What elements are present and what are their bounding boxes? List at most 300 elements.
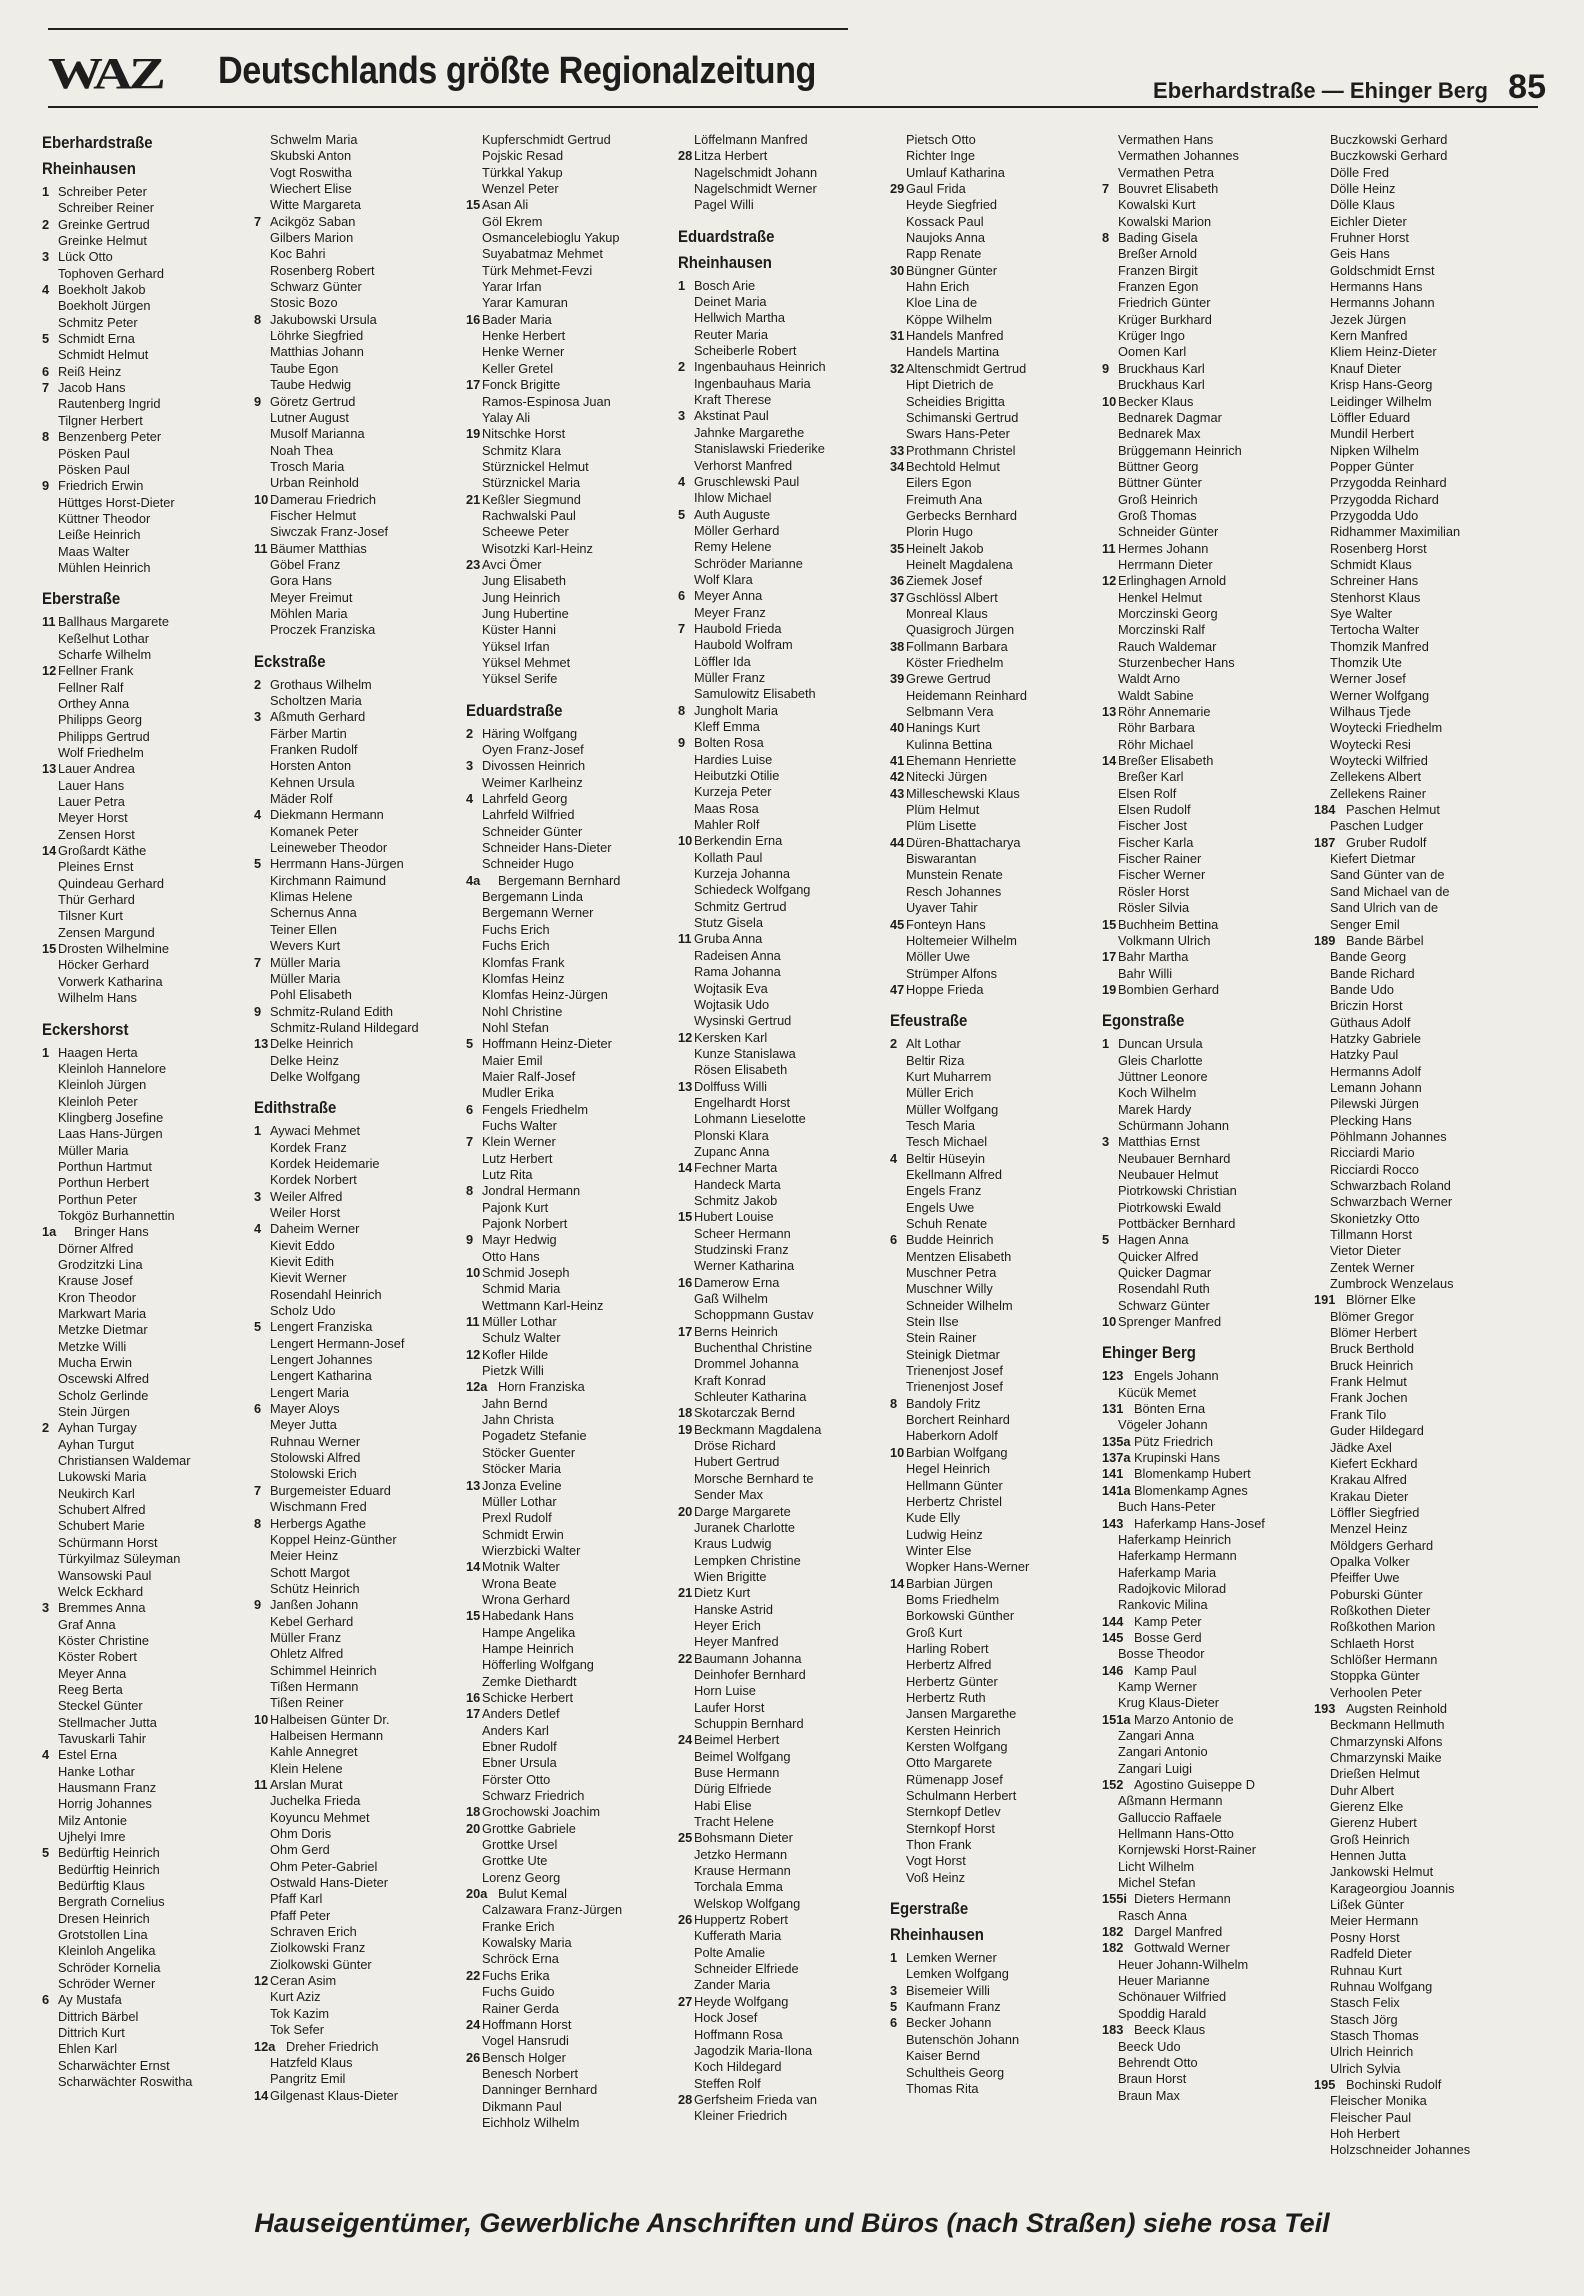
- resident-name: Schreiber Peter: [58, 184, 147, 199]
- list-item: [890, 704, 1108, 720]
- resident-name: Hermes Johann: [1118, 540, 1209, 556]
- house-number: [254, 1695, 268, 1711]
- house-number: [1102, 2006, 1116, 2022]
- resident-name: Maas Rosa: [694, 800, 759, 816]
- house-number: [254, 328, 268, 344]
- list-item: [42, 1682, 260, 1698]
- resident-name: Pfeiffer Uwe: [1330, 1570, 1400, 1586]
- list-item: [42, 1453, 260, 1469]
- house-number: [42, 876, 56, 892]
- resident-name: Mayer Aloys: [270, 1401, 340, 1417]
- resident-name: Markwart Maria: [58, 1306, 147, 1321]
- resident-name: Kornjewski Horst-Rainer: [1118, 1842, 1256, 1858]
- list-item: [678, 507, 896, 523]
- resident-name: Mühlen Heinrich: [58, 559, 151, 575]
- list-item: [42, 1420, 260, 1436]
- house-number: [254, 590, 268, 606]
- house-number: [890, 148, 904, 164]
- resident-name: Beckmann Magdalena: [694, 1421, 822, 1437]
- list-item: [890, 720, 1108, 736]
- house-number: [890, 1478, 904, 1494]
- list-item: [1314, 377, 1532, 393]
- list-item: [466, 1053, 684, 1069]
- list-item: [890, 1706, 1108, 1722]
- list-item: [1102, 426, 1320, 442]
- resident-name: Gaß Wilhelm: [694, 1291, 768, 1307]
- house-number: [254, 279, 268, 295]
- house-number: [1314, 1064, 1328, 1080]
- resident-name: Kowalski Kurt: [1118, 197, 1196, 213]
- list-item: [254, 590, 472, 606]
- resident-name: Grodzitzki Lina: [58, 1256, 143, 1272]
- list-item: [1102, 1810, 1320, 1826]
- house-number: [1314, 573, 1328, 589]
- list-item: [890, 443, 1108, 459]
- list-item: [890, 1281, 1108, 1297]
- house-number: [1102, 148, 1116, 164]
- house-number: [890, 622, 904, 638]
- resident-name: Ehemann Henriette: [906, 753, 1017, 769]
- house-number: 10: [254, 1711, 269, 1727]
- house-number: [254, 726, 268, 742]
- list-item: [42, 184, 260, 200]
- resident-name: Borchert Reinhard: [906, 1412, 1010, 1428]
- list-item: [42, 1224, 260, 1240]
- list-item: [678, 2043, 896, 2059]
- house-number: [466, 1461, 480, 1477]
- list-item: [1314, 590, 1532, 606]
- house-number: 18: [466, 1804, 481, 1820]
- resident-name: Lohmann Lieselotte: [694, 1111, 806, 1127]
- house-number: [678, 1111, 692, 1127]
- house-number: 195: [1314, 2076, 1336, 2092]
- house-number: [254, 622, 268, 638]
- resident-name: Schimanski Gertrud: [906, 409, 1019, 425]
- list-item: [254, 971, 472, 987]
- list-item: [254, 938, 472, 954]
- resident-name: Beckmann Hellmuth: [1330, 1717, 1445, 1733]
- list-item: [890, 1576, 1108, 1592]
- list-item: [890, 148, 1108, 164]
- house-number: [1102, 1216, 1116, 1232]
- resident-name: Steffen Rolf: [694, 2075, 761, 2091]
- house-number: 9: [254, 393, 262, 409]
- house-number: [890, 1428, 904, 1444]
- list-item: [466, 1625, 684, 1641]
- list-item: [42, 495, 260, 511]
- house-number: [890, 132, 904, 148]
- resident-name: Sender Max: [694, 1487, 763, 1503]
- list-item: [466, 1723, 684, 1739]
- house-number: [466, 622, 480, 638]
- house-number: [678, 425, 692, 441]
- list-item: [1102, 148, 1320, 164]
- resident-name: Tißen Reiner: [270, 1695, 344, 1711]
- list-item: [1314, 2012, 1532, 2028]
- house-number: [254, 1450, 268, 1466]
- list-item: [1102, 606, 1320, 622]
- list-item: [890, 1821, 1108, 1837]
- list-item: [254, 1417, 472, 1433]
- house-number: [1314, 1113, 1328, 1129]
- list-item: [1102, 1265, 1320, 1281]
- list-item: [890, 639, 1108, 655]
- resident-name: Laas Hans-Jürgen: [58, 1126, 163, 1142]
- list-item: [1314, 1783, 1532, 1799]
- list-item: [678, 2059, 896, 2075]
- list-item: [890, 1167, 1108, 1183]
- house-number: [1102, 786, 1116, 802]
- house-number: 10: [1102, 1314, 1117, 1330]
- house-number: [678, 458, 692, 474]
- list-item: [466, 2050, 684, 2066]
- list-item: [254, 541, 472, 557]
- house-number: [42, 560, 56, 576]
- list-item: [42, 266, 260, 282]
- list-item: [1314, 1325, 1532, 1341]
- resident-name: Henkel Helmut: [1118, 589, 1202, 605]
- resident-name: Bruckhaus Karl: [1118, 360, 1205, 376]
- house-number: [466, 508, 480, 524]
- resident-name: Vögeler Johann: [1118, 1417, 1208, 1433]
- list-item: [466, 1935, 684, 1951]
- list-item: [42, 876, 260, 892]
- list-item: [254, 1238, 472, 1254]
- list-item: [890, 1870, 1108, 1886]
- resident-name: Mudler Erika: [482, 1085, 554, 1101]
- house-number: [466, 230, 480, 246]
- house-number: 8: [254, 311, 262, 327]
- house-number: [466, 606, 480, 622]
- resident-name: Leiße Heinrich: [58, 527, 141, 543]
- resident-name: Bergemann Bernhard: [498, 872, 621, 888]
- resident-name: Werner Josef: [1330, 671, 1406, 687]
- house-number: [678, 1291, 692, 1307]
- list-item: [1102, 410, 1320, 426]
- house-number: 151a: [1102, 1711, 1131, 1727]
- list-item: [1102, 982, 1320, 998]
- house-number: [254, 1020, 268, 1036]
- resident-name: Jahn Bernd: [482, 1395, 548, 1411]
- house-number: [42, 1976, 56, 1992]
- list-item: [890, 410, 1108, 426]
- list-item: [254, 1842, 472, 1858]
- house-number: [678, 1046, 692, 1062]
- house-number: [42, 1829, 56, 1845]
- house-number: [678, 654, 692, 670]
- list-item: [466, 1984, 684, 2000]
- list-item: [678, 686, 896, 702]
- resident-name: Hagen Anna: [1118, 1232, 1189, 1248]
- street-heading: Egonstraße: [1102, 1011, 1185, 1031]
- house-number: 10: [678, 833, 693, 849]
- list-item: [1102, 1793, 1320, 1809]
- list-item: [678, 1896, 896, 1912]
- list-item: [890, 1412, 1108, 1428]
- resident-name: Hock Josef: [694, 2010, 758, 2026]
- resident-name: Nohl Christine: [482, 1003, 563, 1019]
- list-item: [466, 840, 684, 856]
- resident-name: Diekmann Hermann: [270, 807, 384, 823]
- list-item: [466, 1461, 684, 1477]
- house-number: 145: [1102, 1629, 1124, 1645]
- resident-name: Wevers Kurt: [270, 938, 341, 954]
- list-item: [42, 663, 260, 679]
- list-item: [678, 343, 896, 359]
- house-number: 146: [1102, 1662, 1124, 1678]
- resident-name: Borkowski Günther: [906, 1608, 1015, 1624]
- house-number: [1314, 361, 1328, 377]
- list-item: [466, 181, 684, 197]
- house-number: [890, 508, 904, 524]
- list-item: [1102, 1548, 1320, 1564]
- resident-name: Schiedeck Wolfgang: [694, 882, 811, 898]
- resident-name: Bedürftig Klaus: [58, 1878, 145, 1894]
- list-item: [678, 392, 896, 408]
- house-number: 9: [678, 735, 686, 751]
- house-number: [1102, 2071, 1116, 2087]
- resident-name: Schwelm Maria: [270, 132, 358, 147]
- resident-name: Gruba Anna: [694, 931, 763, 947]
- list-item: [42, 974, 260, 990]
- list-item: [466, 1412, 684, 1428]
- house-number: [42, 1502, 56, 1518]
- resident-name: Jagodzik Maria-Ilona: [694, 2042, 813, 2058]
- resident-name: Deinhofer Bernhard: [694, 1666, 806, 1682]
- list-item: [1102, 884, 1320, 900]
- house-number: 15: [1102, 916, 1117, 932]
- list-item: [466, 1837, 684, 1853]
- resident-name: Rümenapp Josef: [906, 1771, 1003, 1787]
- column-6: [1102, 132, 1320, 2182]
- list-item: [42, 745, 260, 761]
- resident-name: Müller Maria: [270, 954, 341, 970]
- street-heading: Eberstraße: [42, 589, 121, 609]
- resident-name: Fleischer Paul: [1330, 2109, 1412, 2125]
- house-number: [1102, 246, 1116, 262]
- list-item: [42, 647, 260, 663]
- resident-name: Zangari Antonio: [1118, 1744, 1208, 1760]
- house-number: [466, 922, 480, 938]
- house-number: [890, 1510, 904, 1526]
- resident-name: Stöcker Maria: [482, 1461, 561, 1477]
- house-number: [678, 1536, 692, 1552]
- resident-name: Acikgöz Saban: [270, 213, 356, 229]
- list-item: [678, 1324, 896, 1340]
- list-item: [1102, 1581, 1320, 1597]
- resident-name: Vietor Dieter: [1330, 1243, 1401, 1259]
- resident-name: Kurt Muharrem: [906, 1068, 992, 1084]
- resident-name: Bäumer Matthias: [270, 540, 367, 556]
- house-number: 11: [678, 931, 692, 947]
- resident-name: Lutz Herbert: [482, 1150, 553, 1166]
- house-number: [1314, 1832, 1328, 1848]
- list-item: [890, 1396, 1108, 1412]
- list-item: [42, 1273, 260, 1289]
- list-item: [890, 132, 1108, 148]
- resident-name: Bednarek Dagmar: [1118, 409, 1222, 425]
- resident-name: Kievit Edith: [270, 1254, 335, 1269]
- house-number: [1102, 426, 1116, 442]
- house-number: 1: [678, 277, 686, 293]
- house-number: [1314, 1309, 1328, 1325]
- list-item: [42, 761, 260, 777]
- house-number: 5: [254, 1319, 262, 1335]
- resident-name: Ziolkowski Günter: [270, 1956, 372, 1972]
- house-number: [890, 230, 904, 246]
- house-number: 21: [678, 1585, 693, 1601]
- list-item: [678, 588, 896, 604]
- resident-name: Weiler Alfred: [270, 1188, 343, 1204]
- list-item: [466, 1870, 684, 1886]
- list-item: [1102, 1565, 1320, 1581]
- list-item: [678, 327, 896, 343]
- resident-name: Kamp Werner: [1118, 1678, 1197, 1694]
- resident-name: Philipps Georg: [58, 712, 142, 728]
- list-item: [1102, 1450, 1320, 1466]
- house-number: 2: [466, 725, 474, 741]
- list-item: [890, 1608, 1108, 1624]
- house-number: [466, 1543, 480, 1559]
- list-item: [1102, 851, 1320, 867]
- resident-name: Yarar Irfan: [482, 279, 542, 295]
- house-number: [254, 791, 268, 807]
- resident-name: Uyaver Tahir: [906, 900, 978, 916]
- list-item: [890, 1966, 1108, 1982]
- list-item: [466, 1576, 684, 1592]
- house-number: [254, 557, 268, 573]
- house-number: 17: [678, 1323, 693, 1339]
- resident-name: Vermathen Petra: [1118, 164, 1215, 180]
- house-number: [466, 1657, 480, 1673]
- resident-name: Klingberg Josefine: [58, 1109, 164, 1125]
- list-item: [1102, 1973, 1320, 1989]
- list-item: [1314, 1864, 1532, 1880]
- house-number: [890, 1755, 904, 1771]
- house-number: [1102, 1151, 1116, 1167]
- house-number: [678, 2027, 692, 2043]
- resident-name: Hahn Erich: [906, 279, 970, 295]
- list-item: [1102, 1053, 1320, 1069]
- header-rule-bottom: [48, 106, 1538, 108]
- list-item: [254, 1270, 472, 1286]
- list-item: [254, 246, 472, 262]
- house-number: 11: [42, 614, 56, 630]
- resident-name: Milleschewski Klaus: [906, 785, 1020, 801]
- resident-name: Scheidies Brigitta: [906, 393, 1005, 409]
- house-number: [1314, 998, 1328, 1014]
- list-item: [42, 233, 260, 249]
- list-item: [1102, 344, 1320, 360]
- house-number: 34: [890, 458, 905, 474]
- resident-name: Leineweber Theodor: [270, 840, 388, 856]
- list-item: [678, 1569, 896, 1585]
- list-item: [466, 2099, 684, 2115]
- list-item: [42, 544, 260, 560]
- house-number: [1102, 2055, 1116, 2071]
- house-number: [1102, 1532, 1116, 1548]
- house-number: [466, 639, 480, 655]
- list-item: [890, 851, 1108, 867]
- resident-name: Beimel Herbert: [694, 1732, 780, 1748]
- resident-name: Alt Lothar: [906, 1036, 961, 1052]
- house-number: 8: [42, 429, 50, 445]
- list-item: [1102, 966, 1320, 982]
- house-number: [890, 1183, 904, 1199]
- list-item: [466, 214, 684, 230]
- list-item: [466, 426, 684, 442]
- resident-name: Ayhan Turgay: [58, 1420, 137, 1436]
- house-number: 29: [890, 181, 905, 197]
- resident-name: Kurzeja Johanna: [694, 866, 791, 882]
- list-item: [466, 246, 684, 262]
- house-number: [1102, 1679, 1116, 1695]
- list-item: [42, 1257, 260, 1273]
- resident-name: Grochowski Joachim: [482, 1804, 601, 1820]
- resident-name: Drosten Wilhelmine: [58, 941, 169, 957]
- resident-name: Müller Franz: [694, 669, 766, 685]
- house-number: [466, 1755, 480, 1771]
- house-number: 23: [466, 556, 481, 572]
- house-number: [678, 1863, 692, 1879]
- resident-name: Metzke Dietmar: [58, 1322, 148, 1338]
- resident-name: Haferkamp Hermann: [1118, 1548, 1237, 1564]
- house-number: 4: [254, 1221, 262, 1237]
- resident-name: Eichler Dieter: [1330, 213, 1407, 229]
- list-item: [466, 230, 684, 246]
- resident-name: Kaufmann Franz: [906, 1999, 1001, 2015]
- resident-name: Pilewski Jürgen: [1330, 1096, 1419, 1112]
- list-item: [1314, 132, 1532, 148]
- resident-name: Lauer Petra: [58, 794, 125, 810]
- list-item: [1314, 1064, 1532, 1080]
- resident-name: Beeck Klaus: [1134, 2022, 1206, 2038]
- house-number: [42, 1159, 56, 1175]
- resident-name: Kleinloh Hannelore: [58, 1060, 167, 1076]
- house-number: 1: [1102, 1036, 1110, 1052]
- resident-name: Heyde Wolfgang: [694, 1993, 789, 2009]
- resident-name: Osmancelebioglu Yakup: [482, 230, 620, 246]
- house-number: [1314, 867, 1328, 883]
- list-item: [1314, 1913, 1532, 1929]
- house-number: [1102, 328, 1116, 344]
- house-number: [1102, 1085, 1116, 1101]
- house-number: 183: [1102, 2022, 1124, 2038]
- house-number: [1314, 2044, 1328, 2060]
- resident-name: Heyer Manfred: [694, 1634, 779, 1650]
- resident-name: Engelhardt Horst: [694, 1094, 791, 1110]
- house-number: [1314, 459, 1328, 475]
- resident-name: Koyuncu Mehmet: [270, 1809, 370, 1825]
- resident-name: Bergemann Werner: [482, 905, 594, 921]
- resident-name: Pietsch Otto: [906, 132, 976, 147]
- resident-name: Schneider Hugo: [482, 856, 574, 872]
- house-number: 141: [1102, 1466, 1124, 1482]
- resident-name: Meyer Anna: [694, 588, 763, 604]
- list-item: [1314, 1946, 1532, 1962]
- house-number: [254, 938, 268, 954]
- resident-name: Vogel Hansrudi: [482, 2033, 569, 2049]
- house-number: [254, 295, 268, 311]
- resident-name: Fellner Frank: [58, 663, 134, 679]
- resident-name: Kraus Ludwig: [694, 1536, 772, 1552]
- resident-name: Zentek Werner: [1330, 1259, 1415, 1275]
- list-item: [678, 735, 896, 751]
- resident-name: Tillmann Horst: [1330, 1227, 1413, 1243]
- list-item: [890, 867, 1108, 883]
- list-item: [890, 1249, 1108, 1265]
- house-number: [42, 1796, 56, 1812]
